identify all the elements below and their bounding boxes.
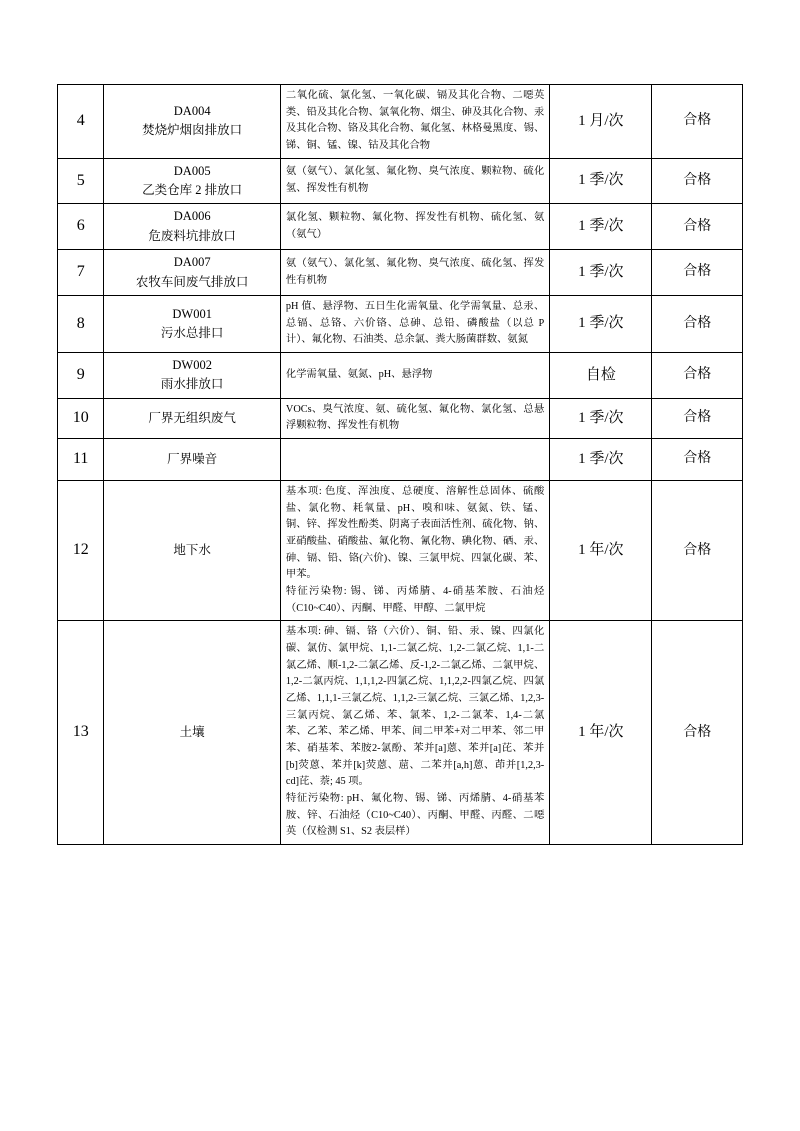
result: 合格: [652, 621, 743, 845]
frequency: 1 季/次: [550, 158, 652, 204]
monitoring-items: [280, 398, 549, 438]
items-paragraph: 基本项: 色度、浑浊度、总硬度、溶解性总固体、硫酸盐、氯化物、耗氧量、pH、嗅和味、氨氮、铁、锰、铜、锌、挥发性酚类、阴离子表面活性剂、硫化物、钠、亚硝酸盐、硝酸盐、氟化物、氰化物、碘化物、硒、汞、砷、镉、铅、铬(六价)、镍、三氯甲烷、四氯化碳、苯、甲苯。: [285, 486, 545, 581]
outlet-name-line: DA004: [173, 103, 211, 118]
frequency: 自检: [550, 352, 652, 398]
outlet-name-line: DW001: [172, 306, 212, 321]
outlet-name: [104, 352, 280, 398]
outlet-name-line: 农牧车间废气排放口: [135, 274, 249, 289]
outlet-name-line: 焚烧炉烟囱排放口: [142, 123, 243, 138]
monitoring-items: [280, 85, 549, 159]
table-row: [58, 621, 743, 845]
items-paragraph: 化学需氧量、氨氮、pH、悬浮物: [285, 368, 433, 380]
outlet-name-line: DW002: [172, 357, 212, 372]
outlet-name: [104, 204, 280, 250]
frequency: 1 季/次: [550, 398, 652, 438]
monitoring-plan-table: [57, 84, 743, 845]
frequency: 1 月/次: [550, 85, 652, 159]
table-row: [58, 295, 743, 352]
table-row: [58, 439, 743, 481]
frequency: 1 季/次: [550, 439, 652, 481]
items-paragraph: 特征污染物: pH、氟化物、锡、锑、丙烯腈、4-硝基苯胺、锌、石油烃（C10~C40）、丙酮、甲醛、丙醛、二噁英（仅检测 S1、S2 表层样）: [285, 793, 545, 838]
outlet-name-line: 污水总排口: [160, 325, 224, 340]
outlet-name-line: 雨水排放口: [160, 377, 224, 392]
frequency: 1 年/次: [550, 481, 652, 621]
table-row: [58, 398, 743, 438]
monitoring-items: [280, 204, 549, 250]
outlet-name: [104, 158, 280, 204]
outlet-name-line: DA007: [173, 255, 211, 270]
table-row: [58, 204, 743, 250]
row-number: 7: [58, 250, 104, 296]
outlet-name-line: DA005: [173, 163, 211, 178]
result: 合格: [652, 439, 743, 481]
monitoring-items: [280, 295, 549, 352]
row-number: 13: [58, 621, 104, 845]
row-number: 9: [58, 352, 104, 398]
items-paragraph: 氯化氢、颗粒物、氟化物、挥发性有机物、硫化氢、氨（氨气）: [285, 212, 545, 240]
monitoring-items: [280, 250, 549, 296]
table-row: [58, 481, 743, 621]
monitoring-items: [280, 621, 549, 845]
items-paragraph: VOCs、臭气浓度、氨、硫化氢、氟化物、氯化氢、总悬浮颗粒物、挥发性有机物: [285, 403, 545, 432]
outlet-name-line: 乙类仓库 2 排放口: [142, 183, 243, 198]
items-paragraph: 氨（氨气）、氯化氢、氟化物、臭气浓度、颗粒物、硫化氢、挥发性有机物: [285, 166, 545, 195]
frequency: 1 季/次: [550, 295, 652, 352]
table-body: [58, 85, 743, 845]
items-paragraph: 特征污染物: 锡、锑、丙烯腈、4-硝基苯胺、石油烃（C10~C40）、丙酮、甲醛、甲醇、二氯甲烷: [285, 586, 545, 614]
row-number: 4: [58, 85, 104, 159]
items-paragraph: 二氧化硫、氯化氢、一氧化碳、镉及其化合物、二噁英类、铅及其化合物、氯氧化物、烟尘、砷及其化合物、汞及其化合物、铬及其化合物、氟化氢、林格曼黑度、锡、锑、铜、锰、镍、钴及其化合物: [285, 90, 545, 152]
monitoring-items: [280, 158, 549, 204]
outlet-name-line: 厂界噪音: [167, 451, 218, 466]
row-number: 5: [58, 158, 104, 204]
result: 合格: [652, 295, 743, 352]
row-number: 11: [58, 439, 104, 481]
table-row: [58, 85, 743, 159]
outlet-name: [104, 481, 280, 621]
monitoring-items: [280, 352, 549, 398]
table-row: [58, 250, 743, 296]
items-paragraph: 氨（氨气）、氯化氢、氟化物、臭气浓度、硫化氢、挥发性有机物: [285, 257, 545, 286]
result: 合格: [652, 204, 743, 250]
outlet-name: [104, 85, 280, 159]
outlet-name: [104, 398, 280, 438]
result: 合格: [652, 481, 743, 621]
row-number: 6: [58, 204, 104, 250]
monitoring-items: [280, 481, 549, 621]
items-paragraph: 基本项: 砷、镉、铬（六价）、铜、铅、汞、镍、四氯化碳、氯仿、氯甲烷、1,1-二氯乙烷、1,2-二氯乙烷、1,1-二氯乙烯、顺-1,2-二氯乙烯、反-1,2-二氯乙烯、二氯甲烷、1,2-二氯丙烷、1,1,1,2-四氯乙烷、1,1,2,2-四氯乙烷、四氯乙烯、1,1,1-三氯乙烷、1,1,2-三氯乙烷、三氯乙烯、1,2,3-三氯丙烷、氯乙烯、苯、氯苯、1,2-二氯苯、1,4-二氯苯、乙苯、苯乙烯、甲苯、间二甲苯+对二甲苯、邻二甲苯、硝基苯、苯胺2-氯酚、苯并[a]蒽、苯并[a]芘、苯并[b]荧蒽、苯并[k]荧蒽、䓛、二苯并[a,h]蒽、茚并[1,2,3-cd]芘、萘; 45 项。: [285, 626, 545, 788]
frequency: 1 季/次: [550, 204, 652, 250]
outlet-name-line: 厂界无组织废气: [148, 410, 236, 425]
table-row: [58, 352, 743, 398]
result: 合格: [652, 398, 743, 438]
outlet-name: [104, 439, 280, 481]
result: 合格: [652, 250, 743, 296]
result: 合格: [652, 85, 743, 159]
outlet-name: [104, 295, 280, 352]
table-row: [58, 158, 743, 204]
row-number: 10: [58, 398, 104, 438]
result: 合格: [652, 352, 743, 398]
row-number: 12: [58, 481, 104, 621]
outlet-name-line: 危废料坑排放口: [148, 228, 236, 243]
result: 合格: [652, 158, 743, 204]
outlet-name-line: 地下水: [173, 543, 211, 558]
frequency: 1 季/次: [550, 250, 652, 296]
row-number: 8: [58, 295, 104, 352]
outlet-name-line: 土壤: [179, 725, 205, 740]
outlet-name: [104, 250, 280, 296]
monitoring-items: [280, 439, 549, 481]
items-paragraph: pH 值、悬浮物、五日生化需氧量、化学需氧量、总汞、总镉、总铬、六价铬、总砷、总铅、磷酸盐（以总 P 计）、氟化物、石油类、总余氯、粪大肠菌群数、氨氮: [285, 300, 545, 346]
frequency: 1 年/次: [550, 621, 652, 845]
outlet-name: [104, 621, 280, 845]
outlet-name-line: DA006: [173, 209, 211, 224]
